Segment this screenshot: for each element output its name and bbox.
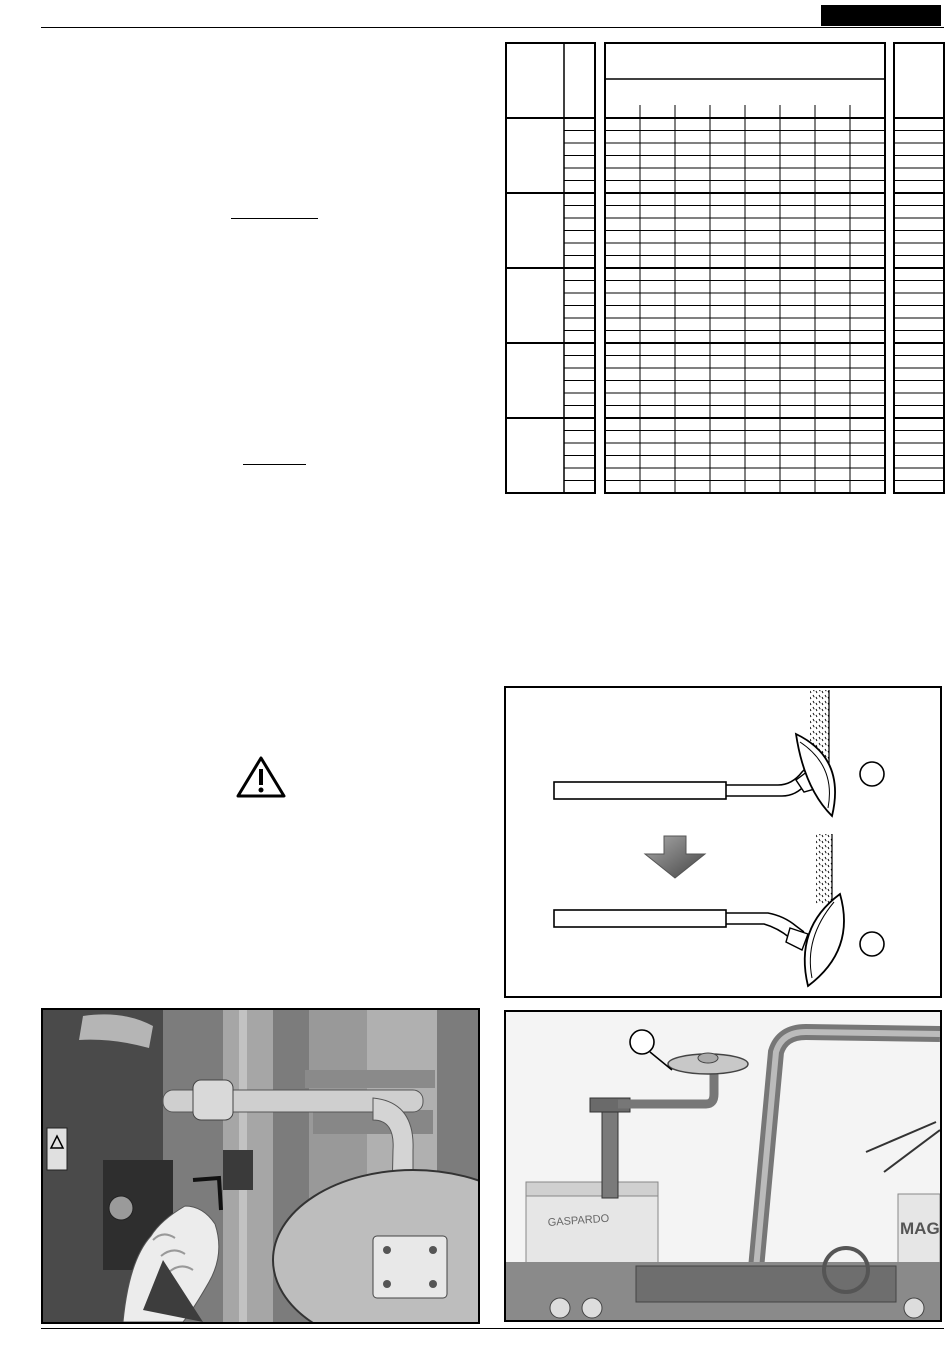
hopper-brand-right: MAG: [900, 1219, 940, 1238]
footer-rule: [41, 1328, 944, 1329]
warning-triangle-icon: [236, 756, 286, 798]
heading-underline: [231, 218, 318, 219]
header-black-tab: [821, 5, 941, 26]
callout-circle-upper: [860, 762, 884, 786]
header-rule: [41, 27, 944, 28]
photo-hex-key-adjustment: [41, 1008, 480, 1324]
hopper-brand-left: GASPARDO: [547, 1212, 610, 1229]
settings-table: [504, 41, 946, 495]
disc-adjustment-diagram: [504, 686, 942, 998]
heading-underline: [243, 464, 306, 465]
soil-strip-lower: [816, 834, 832, 904]
callout-circle-photo: [630, 1030, 654, 1054]
arm-lower: [554, 894, 844, 986]
photo-machine-with-disc: [504, 1010, 942, 1322]
arm-upper: [554, 734, 835, 816]
callout-circle-lower: [860, 932, 884, 956]
down-arrow: [645, 836, 705, 878]
